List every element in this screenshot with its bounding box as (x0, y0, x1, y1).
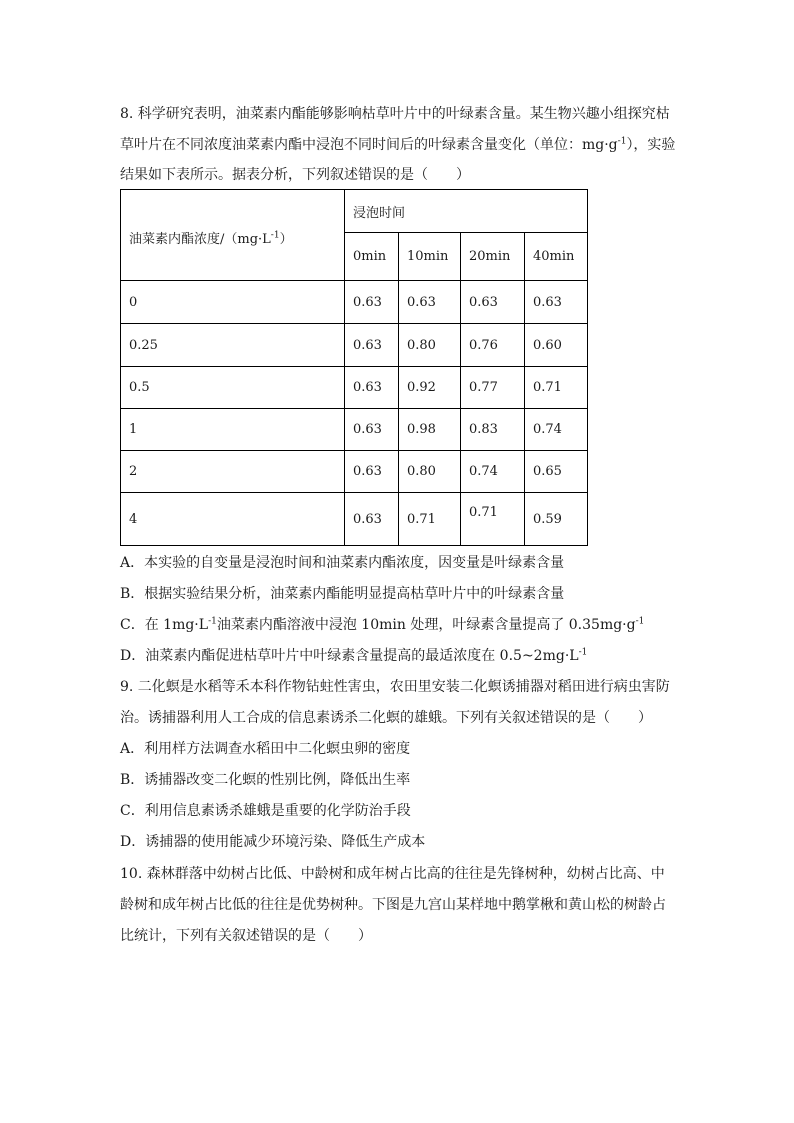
value-cell: 0.63 (345, 493, 399, 546)
q8-option-c (120, 616, 644, 634)
q8-option-c-middle: 油菜素内酯溶液中浸泡 10min 处理，叶绿素含量提高了 0.35mg·g (216, 617, 636, 633)
value-cell: 0.63 (399, 281, 461, 324)
table-header-row (121, 190, 588, 233)
value-cell: 0.65 (525, 451, 588, 493)
time-header: 40min (525, 233, 588, 281)
q9-option-a: A．利用样方法调查水稻田中二化螟虫卵的密度 (120, 741, 411, 757)
time-header: 10min (399, 233, 461, 281)
concentration-cell: 0 (121, 281, 345, 324)
concentration-cell: 0.25 (121, 324, 345, 367)
q8-option-d-text: D．油菜素内酯促进枯草叶片中叶绿素含量提高的最适浓度在 0.5~2mg·L (120, 648, 579, 664)
value-cell: 0.74 (525, 409, 588, 451)
q9-option-c: C．利用信息素诱杀雄蛾是重要的化学防治手段 (120, 803, 411, 819)
value-cell: 0.63 (525, 281, 588, 324)
header-concentration (121, 190, 345, 281)
q8-option-b: B．根据实验结果分析，油菜素内酯能明显提高枯草叶片中的叶绿素含量 (120, 586, 565, 602)
value-cell: 0.98 (399, 409, 461, 451)
table-row (121, 281, 588, 324)
time-header: 0min (345, 233, 399, 281)
q8-option-d-exponent: -1 (578, 647, 588, 658)
q9-option-b: B．诱捕器改变二化螟的性别比例，降低出生率 (120, 772, 411, 788)
value-cell: 0.63 (345, 367, 399, 409)
q8-stem-line1: 8. 科学研究表明，油菜素内酯能够影响枯草叶片中的叶绿素含量。某生物兴趣小组探究枯 (120, 106, 670, 122)
chlorophyll-table (120, 189, 588, 546)
value-cell: 0.60 (525, 324, 588, 367)
q9-option-d: D．诱捕器的使用能减少环境污染、降低生产成本 (120, 834, 426, 850)
q9-stem-line1: 9. 二化螟是水稻等禾本科作物钻蛀性害虫，农田里安装二化螟诱捕器对稻田进行病虫害防 (120, 679, 670, 695)
header-concentration-tail: ） (279, 231, 293, 247)
value-cell: 0.59 (525, 493, 588, 546)
concentration-cell: 1 (121, 409, 345, 451)
q8-stem-line2-tail: ），实验 (626, 137, 676, 153)
value-cell: 0.71 (461, 493, 525, 546)
q9-stem-line2: 治。诱捕器利用人工合成的信息素诱杀二化螟的雄蛾。下列有关叙述错误的是（ ） (120, 710, 652, 726)
concentration-cell: 2 (121, 451, 345, 493)
value-cell: 0.63 (345, 409, 399, 451)
table-row (121, 409, 588, 451)
q10-stem-line3: 比统计，下列有关叙述错误的是（ ） (120, 928, 372, 944)
q10-stem-line1: 10. 森林群落中幼树占比低、中龄树和成年树占比高的往往是先锋树种，幼树占比高、中 (120, 866, 665, 882)
q8-option-c-exponent-2: -1 (635, 616, 645, 627)
value-cell: 0.92 (399, 367, 461, 409)
q8-stem-line2 (120, 136, 675, 154)
value-cell: 0.63 (461, 281, 525, 324)
header-concentration-exponent: -1 (270, 230, 280, 241)
value-cell: 0.80 (399, 451, 461, 493)
concentration-cell: 4 (121, 493, 345, 546)
q8-option-c-text: C．在 1mg·L (120, 617, 209, 633)
q8-unit-exponent: -1 (617, 136, 627, 147)
q8-option-a: A．本实验的自变量是浸泡时间和油菜素内酯浓度，因变量是叶绿素含量 (120, 555, 565, 571)
table-row (121, 367, 588, 409)
value-cell: 0.63 (345, 281, 399, 324)
value-cell: 0.77 (461, 367, 525, 409)
q8-option-c-exponent: -1 (208, 616, 217, 627)
header-soak-time: 浸泡时间 (345, 190, 588, 233)
q10-stem-line2: 龄树和成年树占比低的往往是优势树种。下图是九宫山某样地中鹅掌楸和黄山松的树龄占 (120, 897, 666, 913)
header-concentration-text: 油菜素内酯浓度/（mg·L (129, 231, 271, 247)
table-row (121, 324, 588, 367)
concentration-cell: 0.5 (121, 367, 345, 409)
value-cell: 0.63 (345, 324, 399, 367)
q8-stem-line3: 结果如下表所示。据表分析，下列叙述错误的是（ ） (120, 167, 470, 183)
value-cell: 0.76 (461, 324, 525, 367)
value-cell: 0.71 (399, 493, 461, 546)
value-cell: 0.80 (399, 324, 461, 367)
table-row (121, 451, 588, 493)
value-cell: 0.63 (345, 451, 399, 493)
time-header: 20min (461, 233, 525, 281)
q8-option-d (120, 647, 587, 665)
table-row (121, 493, 588, 546)
value-cell: 0.83 (461, 409, 525, 451)
value-cell: 0.74 (461, 451, 525, 493)
value-cell: 0.71 (525, 367, 588, 409)
q8-stem-line2-text: 草叶片在不同浓度油菜素内酯中浸泡不同时间后的叶绿素含量变化（单位：mg·g (120, 137, 618, 153)
